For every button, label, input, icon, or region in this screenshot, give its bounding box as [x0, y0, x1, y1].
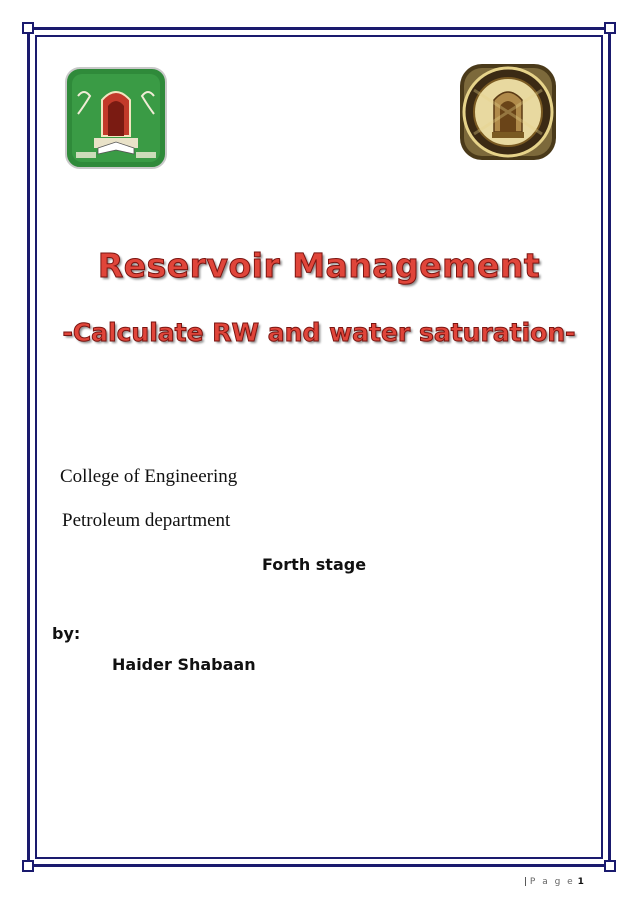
university-logo-right: [456, 60, 560, 164]
document-subtitle: -Calculate RW and water saturation-: [62, 318, 576, 347]
border-corner-bottom-right: [604, 860, 616, 872]
footer-page-number: 1: [577, 877, 584, 887]
border-corner-top-left: [22, 22, 34, 34]
department-name: Petroleum department: [62, 510, 231, 531]
footer-page-label: P a g e: [529, 877, 575, 887]
by-label: by:: [52, 624, 81, 643]
page-footer: [524, 877, 584, 887]
university-logo-left: [64, 66, 168, 170]
author-name: Haider Shabaan: [112, 655, 256, 674]
document-title: Reservoir Management: [97, 246, 541, 285]
border-corner-bottom-left: [22, 860, 34, 872]
college-name: College of Engineering: [60, 466, 238, 487]
stage-label: Forth stage: [262, 555, 367, 574]
border-corner-top-right: [604, 22, 616, 34]
footer-separator: |: [524, 877, 528, 887]
